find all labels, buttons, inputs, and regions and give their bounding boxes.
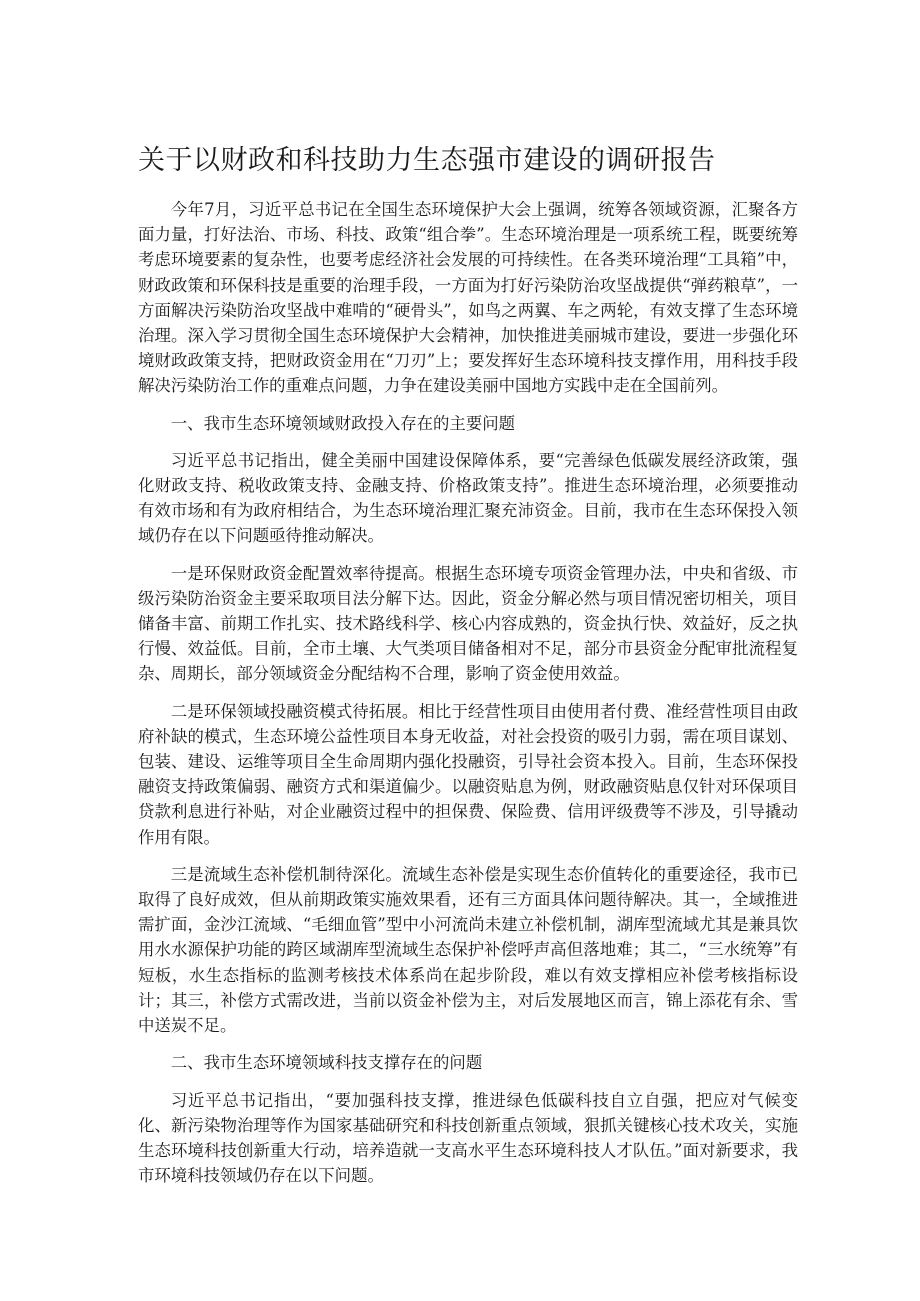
document-title: 关于以财政和科技助力生态强市建设的调研报告	[138, 145, 716, 176]
section-heading-1: 一、我市生态环境领域财政投入存在的主要问题	[170, 413, 515, 433]
issue-2-paragraph: 二是环保领域投融资模式待拓展。相比于经营性项目由使用者付费、准经营性项目由政府补缺的模式，生态环境公益性项目本身无收益，对社会投资的吸引力弱，需在项目谋划、包装、建设、运维等项目全生命周期内强化投融资，引导社会资本投入。目前，生态环保投融资支持政策偏弱、融资方式和渠道偏少。以融资贴息为例，财政融资贴息仅针对环保项目贷款利息进行补贴，对企业融资过程中的担保费、保险费、信用评级费等不涉及，引导撬动作用有限。	[138, 701, 798, 847]
section-2-intro-paragraph: 习近平总书记指出，“要加强科技支撑，推进绿色低碳科技自立自强，把应对气候变化、新污染物治理等作为国家基础研究和科技创新重点领域，狠抓关键核心技术攻关，实施生态环境科技创新重大行动，培养造就一支高水平生态环境科技人才队伍。”面对新要求，我市环境科技领域仍存在以下问题。	[138, 1090, 798, 1186]
issue-1-paragraph: 一是环保财政资金配置效率待提高。根据生态环境专项资金管理办法，中央和省级、市级污染防治资金主要采取项目法分解下达。因此，资金分解必然与项目情况密切相关，项目储备丰富、前期工作扎实、技术路线科学、核心内容成熟的，资金执行快、效益好，反之执行慢、效益低。目前，全市土壤、大气类项目储备相对不足，部分市县资金分配审批流程复杂、周期长，部分领域资金分配结构不合理，影响了资金使用效益。	[138, 563, 798, 684]
document-body	[138, 197, 798, 1200]
issue-3-paragraph: 三是流域生态补偿机制待深化。流域生态补偿是实现生态价值转化的重要途径，我市已取得了良好成效，但从前期政策实施效果看，还有三方面具体问题待解决。其一，全域推进需扩面，金沙江流域、“毛细血管”型中小河流尚未建立补偿机制，湖库型流域尤其是兼具饮用水水源保护功能的跨区域湖库型流域生态保护补偿呼声高但落地难；其二，“三水统筹”有短板，水生态指标的监测考核技术体系尚在起步阶段，难以有效支撑相应补偿考核指标设计；其三，补偿方式需改进，当前以资金补偿为主，对后发展地区而言，锦上添花有余、雪中送炭不足。	[138, 864, 798, 1036]
section-1-intro-paragraph: 习近平总书记指出，健全美丽中国建设保障体系，要“完善绿色低碳发展经济政策，强化财政支持、税收政策支持、金融支持、价格政策支持”。推进生态环境治理，必须要推动有效市场和有为政府相结合，为生态环境治理汇聚充沛资金。目前，我市在生态环保投入领域仍存在以下问题亟待推动解决。	[138, 450, 798, 546]
intro-paragraph: 今年7月，习近平总书记在全国生态环境保护大会上强调，统筹各领域资源，汇聚各方面力量，打好法治、市场、科技、政策“组合拳”。生态环境治理是一项系统工程，既要统筹考虑环境要素的复杂性，也要考虑经济社会发展的可持续性。在各类环境治理“工具箱”中，财政政策和环保科技是重要的治理手段，一方面为打好污染防治攻坚战提供“弹药粮草”，一方面解决污染防治攻坚战中难啃的“硬骨头”，如鸟之两翼、车之两轮，有效支撑了生态环境治理。深入学习贯彻全国生态环境保护大会精神，加快推进美丽城市建设，要进一步强化环境财政政策支持，把财政资金用在“刀刃”上；要发挥好生态环境科技支撑作用，用科技手段解决污染防治工作的重难点问题，力争在建设美丽中国地方实践中走在全国前列。	[138, 200, 798, 396]
section-heading-2: 二、我市生态环境领域科技支撑存在的问题	[170, 1053, 483, 1073]
